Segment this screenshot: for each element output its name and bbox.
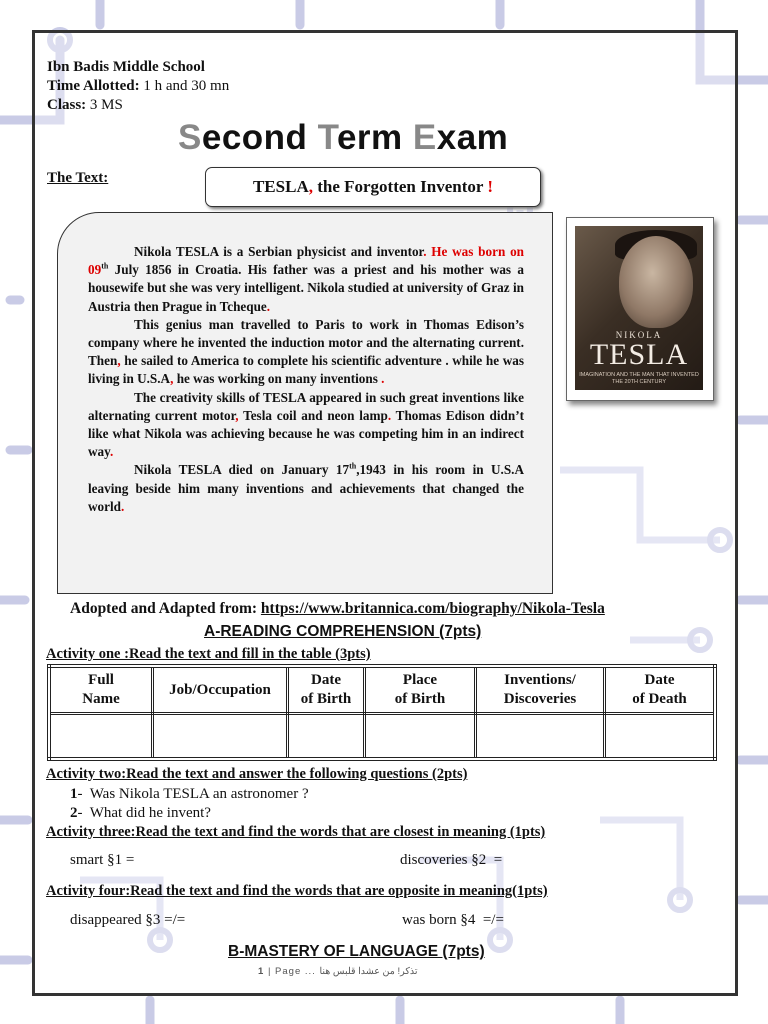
answer-cell-full-name[interactable] <box>49 714 153 760</box>
table-header-row <box>49 666 715 714</box>
source-citation: Adopted and Adapted from: https://www.britannica.com/biography/Nikola-Tesla <box>70 600 605 617</box>
activity-four-instruction: Activity four:Read the text and find the words that are opposite in meaning(1pts) <box>46 883 548 899</box>
passage-paragraph: This genius man travelled to Paris to work in Thomas Edison’s company where he invented the induction motor and the alternating current. Then, he sailed to America to complete his scientific adventure . while he was living in U.S.A, he was working on many inventions . <box>88 316 524 387</box>
question-1: 1- Was Nikola TESLA an astronomer ? <box>70 786 309 802</box>
text-title-box: TESLA , the Forgotten Inventor ! <box>205 167 541 207</box>
opposite-item-4: was born §4 =/= <box>402 912 504 928</box>
exam-title: Second Term Exam <box>178 118 509 157</box>
reading-passage <box>57 212 553 594</box>
answer-cell-date-of-death[interactable] <box>605 714 716 760</box>
passage-paragraph: Nikola TESLA is a Serbian physicist and inventor. He was born on 09th July 1856 in Croatia. His father was a priest and his mother was a housewife but she was very intelligent. Nikola studied at university of Graz in Austria then Prague in Tcheque. <box>88 244 525 314</box>
section-a-heading: A-READING COMPREHENSION (7pts) <box>204 623 482 640</box>
cover-first-name: NIKOLA <box>615 330 663 340</box>
activity-two-instruction: Activity two:Read the text and answer the following questions (2pts) <box>46 766 468 782</box>
answer-cell-inventions[interactable] <box>476 714 605 760</box>
time-allotted: Time Allotted: 1 h and 30 mn <box>47 78 230 94</box>
passage-paragraph: Nikola TESLA died on January 17th,1943 in his room in U.S.A leaving beside him many inventions and achievements that changed the world. <box>88 462 524 514</box>
table-header-cell: Date of Birth <box>288 666 365 714</box>
table-header-cell: Inventions/ Discoveries <box>476 666 605 714</box>
table-answer-row <box>49 714 715 760</box>
source-link[interactable]: https://www.britannica.com/biography/Nikola-Tesla <box>260 600 605 617</box>
synonym-item-1: smart §1 = <box>70 852 135 868</box>
answer-cell-job[interactable] <box>153 714 288 760</box>
table-header-cell: Place of Birth <box>365 666 476 714</box>
cover-subtitle: IMAGINATION AND THE MAN THAT INVENTED THE 20TH CENTURY <box>579 372 699 385</box>
tesla-book-cover <box>566 217 714 401</box>
text-label: The Text: <box>47 170 109 186</box>
cover-last-name: TESLA <box>589 338 689 371</box>
passage-paragraph: The creativity skills of TESLA appeared in such great inventions like alternating current motor, Tesla coil and neon lamp. Thomas Edison didn’t like what Nikola was achieving because he was competing him in an indirect way. <box>88 389 524 460</box>
activity-three-instruction: Activity three:Read the text and find the words that are closest in meaning (1pts) <box>46 824 546 840</box>
answer-cell-date-of-birth[interactable] <box>288 714 365 760</box>
opposite-item-3: disappeared §3 =/= <box>70 912 186 928</box>
portrait-image <box>575 226 703 390</box>
table-header-cell: Full Name <box>49 666 153 714</box>
table-header-cell: Date of Death <box>605 666 716 714</box>
class-info: Class: 3 MS <box>47 97 123 113</box>
page-footer: 1 | Page ... تذكر! من عشدا قلبس هنا <box>258 966 418 977</box>
section-b-heading: B-MASTERY OF LANGUAGE (7pts) <box>228 943 485 960</box>
synonym-item-2: discoveries §2 = <box>400 852 503 868</box>
question-2: 2- What did he invent? <box>70 805 211 821</box>
table-header-cell: Job/Occupation <box>153 666 288 714</box>
activity-one-instruction: Activity one :Read the text and fill in the table (3pts) <box>46 646 371 662</box>
school-name: Ibn Badis Middle School <box>47 59 205 75</box>
portrait-face <box>619 236 693 328</box>
fill-in-table <box>47 664 717 761</box>
answer-cell-place-of-birth[interactable] <box>365 714 476 760</box>
